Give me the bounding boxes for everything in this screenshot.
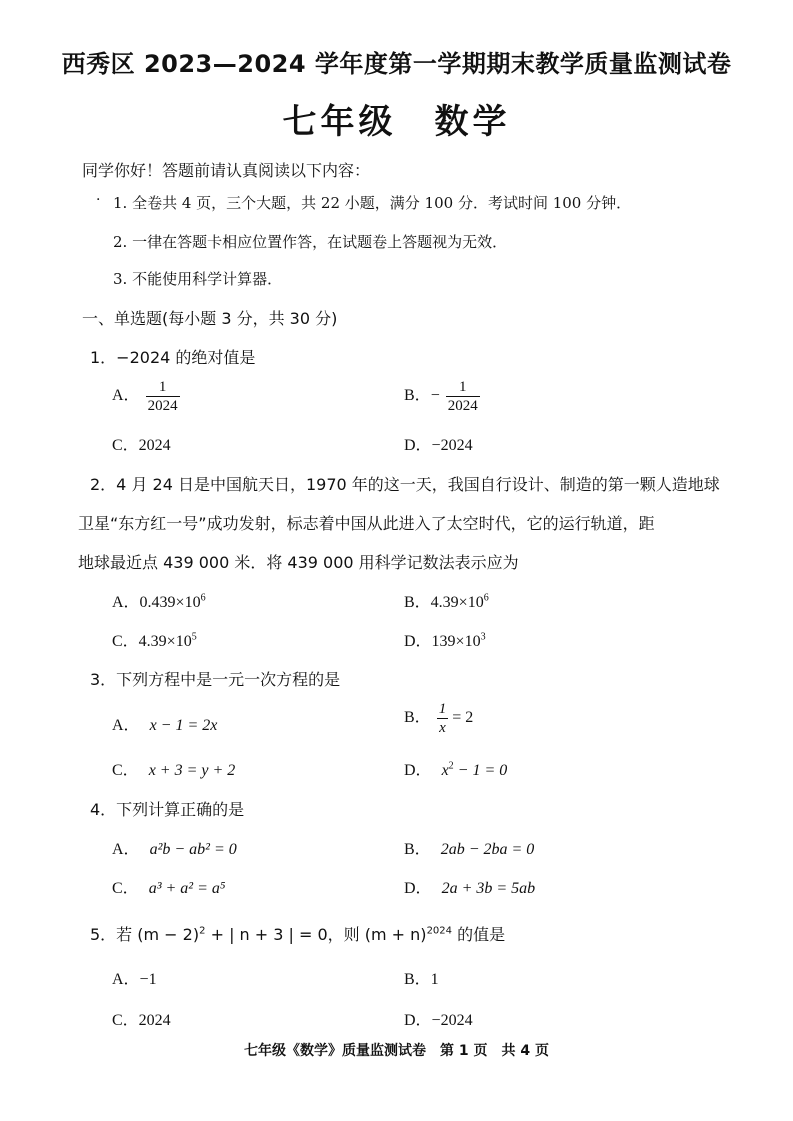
question-5-option-d: D．−2024 (404, 1012, 473, 1029)
question-2-line-2: 卫星“东方红一号”成功发射，标志着中国从此进入了太空时代，它的运行轨道，距 (78, 514, 655, 533)
question-5-option-c: C．2024 (112, 1012, 171, 1029)
question-2-option-d: D．$139\times 10^3$ (404, 631, 486, 650)
question-1-option-c: C．2024 (112, 437, 171, 454)
exam-title: 西秀区 2023—2024 学年度第一学期期末教学质量监测试卷 (61, 50, 732, 78)
stray-dot: · (96, 192, 101, 208)
question-2-option-c: C．$4.39\times 10^5$ (112, 631, 197, 650)
question-4-option-a: A． a²b − ab² = 0 (112, 841, 237, 858)
section-heading: 一、单选题(每小题 3 分，共 30 分) (82, 309, 338, 328)
question-3-stem: 3．下列方程中是一元一次方程的是 (90, 670, 341, 689)
question-1-option-d: D．−2024 (404, 437, 473, 454)
exam-subtitle: 七年级 数学 (282, 102, 511, 142)
page-footer: 七年级《数学》质量监测试卷 第 1 页 共 4 页 (244, 1043, 549, 1059)
question-5-option-a: A．−1 (112, 971, 157, 988)
fraction: $\frac{1}{x}$ (438, 701, 447, 736)
question-5-stem: 5．若 $(m - 2)^2$ + | n + 3 | = 0，则 $(m + n)^{2024}$ 的值是 (90, 925, 506, 944)
question-3-option-a: A． x − 1 = 2x (112, 717, 218, 734)
question-4-option-b: B． 2ab − 2ba = 0 (404, 841, 535, 858)
question-2-line-1: 2．4 月 24 日是中国航天日，1970 年的这一天，我国自行设计、制造的第一颗人造地球 (90, 475, 720, 494)
question-1-stem: 1．−2024 的绝对值是 (90, 348, 256, 367)
question-4-option-d: D． 2a + 3b = 5ab (404, 880, 536, 897)
fraction: $\frac{1}{2024}$ (147, 379, 178, 414)
fraction: $\frac{1}{2024}$ (447, 379, 478, 414)
question-1-option-b: B．− $\frac{1}{2024}$ (404, 379, 478, 414)
question-4-option-c: C． a³ + a² = a⁵ (112, 880, 226, 897)
question-2-option-a: A．$0.439\times 10^6$ (112, 592, 206, 611)
question-5-option-b: B．1 (404, 971, 439, 988)
instruction-note-2: 2. 一律在答题卡相应位置作答，在试题卷上答题视为无效． (113, 233, 508, 251)
instruction-note-1: 1. 全卷共 4 页，三个大题，共 22 小题，满分 100 分．考试时间 100 分钟． (113, 194, 632, 212)
question-2-option-b: B．$4.39\times 10^6$ (404, 592, 489, 611)
question-4-stem: 4．下列计算正确的是 (90, 800, 245, 819)
question-3-option-b: B． $\frac{1}{x}$ = 2 (404, 701, 474, 736)
question-3-option-d: D． $x^2 - 1 = 0$ (404, 760, 508, 779)
question-3-option-c: C． x + 3 = y + 2 (112, 762, 236, 779)
question-2-line-3: 地球最近点 439 000 米．将 439 000 用科学记数法表示应为 (78, 553, 519, 572)
question-1-option-a: A． $\frac{1}{2024}$ (112, 379, 178, 414)
instruction-note-3: 3. 不能使用科学计算器． (113, 270, 283, 288)
instructions-greeting: 同学你好！答题前请认真阅读以下内容： (82, 161, 371, 180)
